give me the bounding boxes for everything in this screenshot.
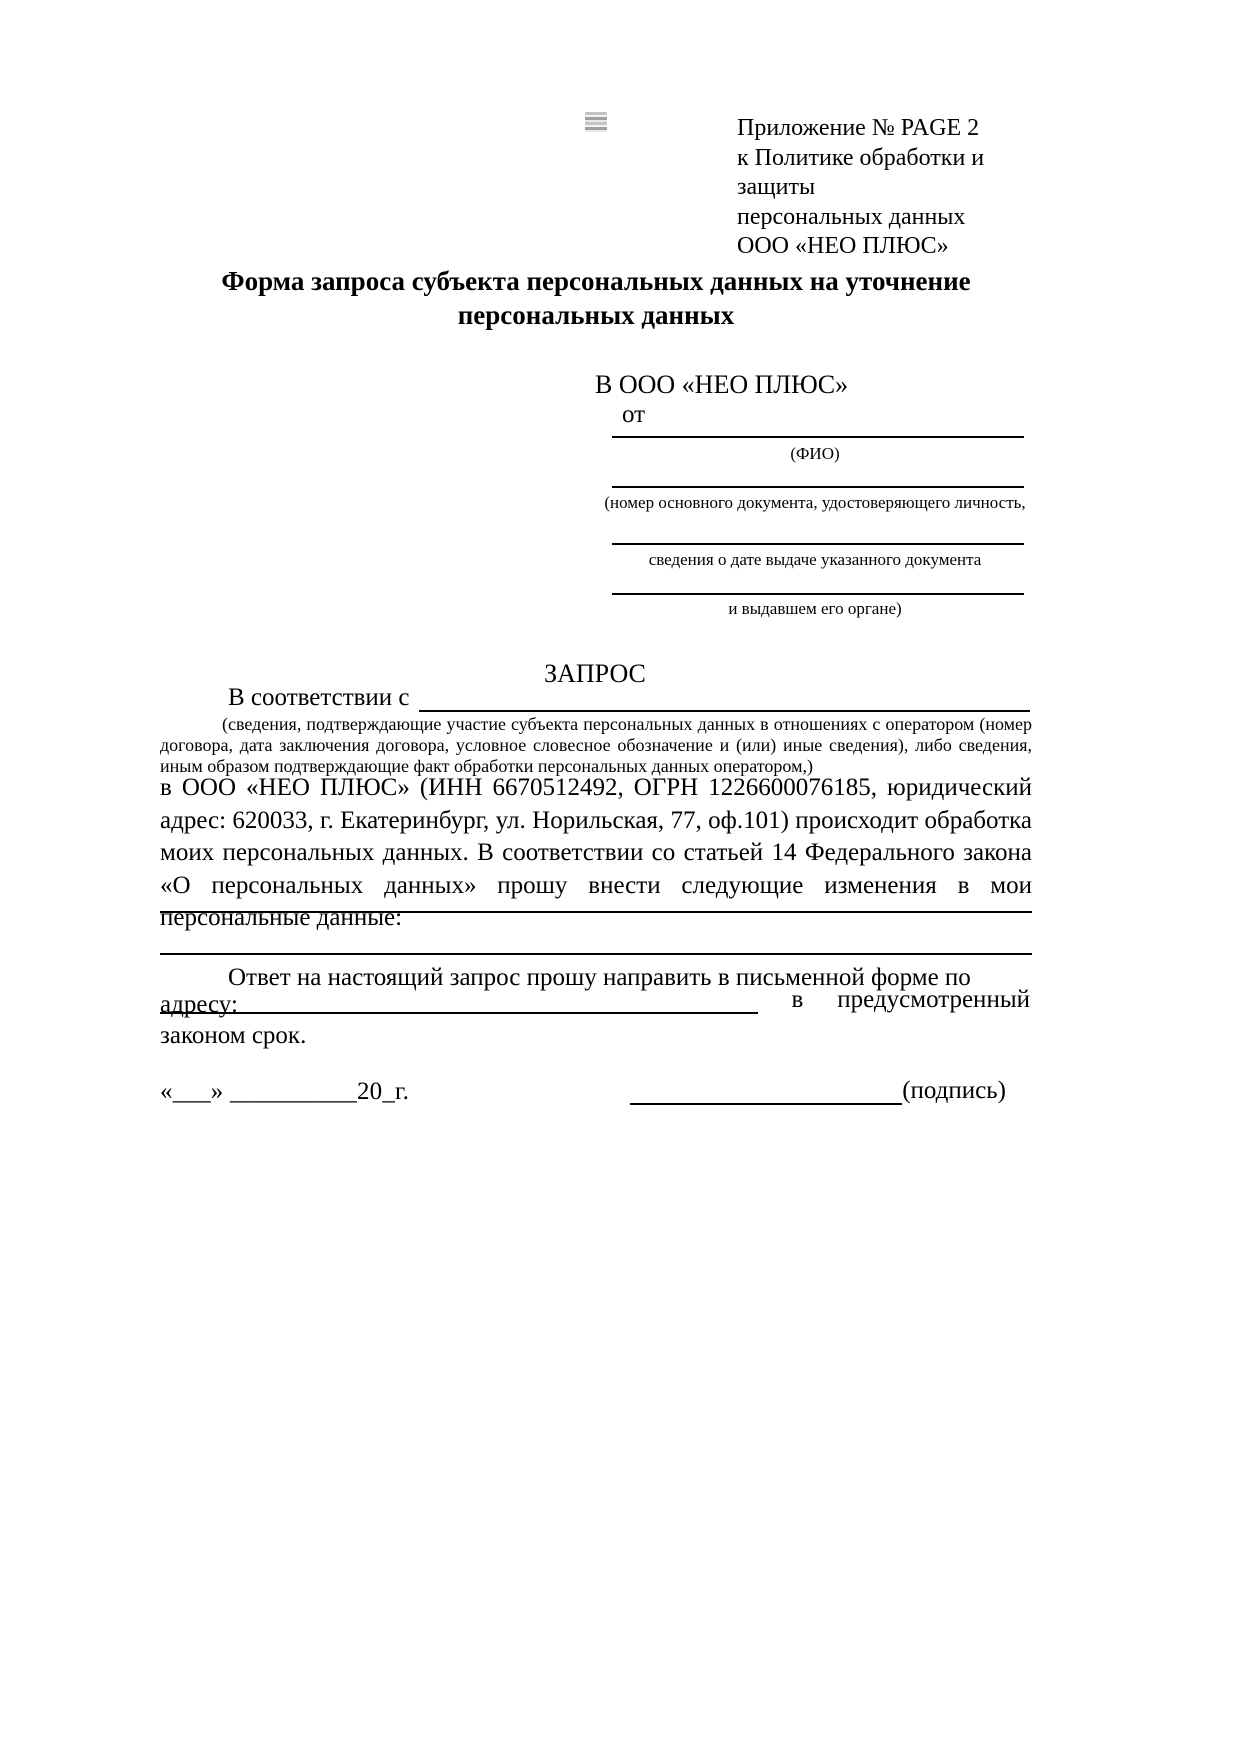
fine-print-note: (сведения, подтверждающие участие субъекта персональных данных в отношениях с оператором (номер договора, дата заключения договора, условное словесное обозначение и (или) иные сведения), либо сведения, иным образом подтверждающие факт обработки персональных данных оператором,) <box>160 714 1032 776</box>
appendix-policy-line: к Политике обработки и защиты <box>737 144 985 200</box>
reply-suffix-word-1: в <box>791 986 804 1013</box>
field-code-mark-icon <box>585 112 607 132</box>
reply-sentence: Ответ на настоящий запрос прошу направить в письменной форме по адресу: <box>160 964 971 1018</box>
intro-prefix: В соответствии с <box>228 684 410 711</box>
issue-date-blank-line <box>612 543 1024 545</box>
request-body-paragraph: в ООО «НЕО ПЛЮС» (ИНН 6670512492, ОГРН 1226600076185, юридический адрес: 620033, г. Екатеринбург, ул. Норильская, 77, оф.101) происходит обработка моих персональных данных. В соответствии со статьей 14 Федерального закона «О персональных данных» прошу внести следующие изменения в мои персональные данные: <box>160 774 1032 931</box>
intro-line <box>160 684 1030 712</box>
appendix-company-line: ООО «НЕО ПЛЮС» <box>737 233 949 259</box>
reply-tail: законом срок. <box>160 1022 307 1049</box>
fio-blank-line <box>612 436 1024 438</box>
basis-blank-line <box>419 684 1030 712</box>
issue-date-caption: сведения о дате выдаче указанного документа <box>648 550 982 569</box>
address-blank-line <box>160 988 758 1014</box>
appendix-number-line: Приложение № PAGE 2 <box>737 115 980 141</box>
issuing-authority-caption: и выдавшем его органе) <box>728 599 902 618</box>
signature-group <box>630 1078 1006 1105</box>
document-number-blank-line <box>612 486 1024 488</box>
form-title: Форма запроса субъекта персональных данных на уточнение персональных данных <box>221 266 971 330</box>
issuing-authority-blank-line <box>612 593 1024 595</box>
addressee-from-label: от <box>622 401 646 428</box>
fio-caption: (ФИО) <box>790 444 840 463</box>
appendix-header <box>737 114 1057 262</box>
document-number-caption: (номер основного документа, удостоверяющего личность, <box>604 493 1026 512</box>
changes-blank-line-1 <box>160 911 1032 913</box>
request-heading: ЗАПРОС <box>544 659 646 688</box>
date-line: «___» __________20_г. <box>160 1078 410 1105</box>
signature-caption: (подпись) <box>902 1077 1006 1104</box>
reply-suffix-word-2: предусмотренный <box>837 986 1030 1013</box>
signature-blank-line <box>630 1078 902 1105</box>
reply-address-row <box>160 988 1030 1014</box>
changes-blank-line-2 <box>160 953 1032 955</box>
addressee-block <box>595 370 1035 618</box>
appendix-subject-line: персональных данных <box>737 203 966 230</box>
addressee-to: В ООО «НЕО ПЛЮС» <box>595 370 849 399</box>
